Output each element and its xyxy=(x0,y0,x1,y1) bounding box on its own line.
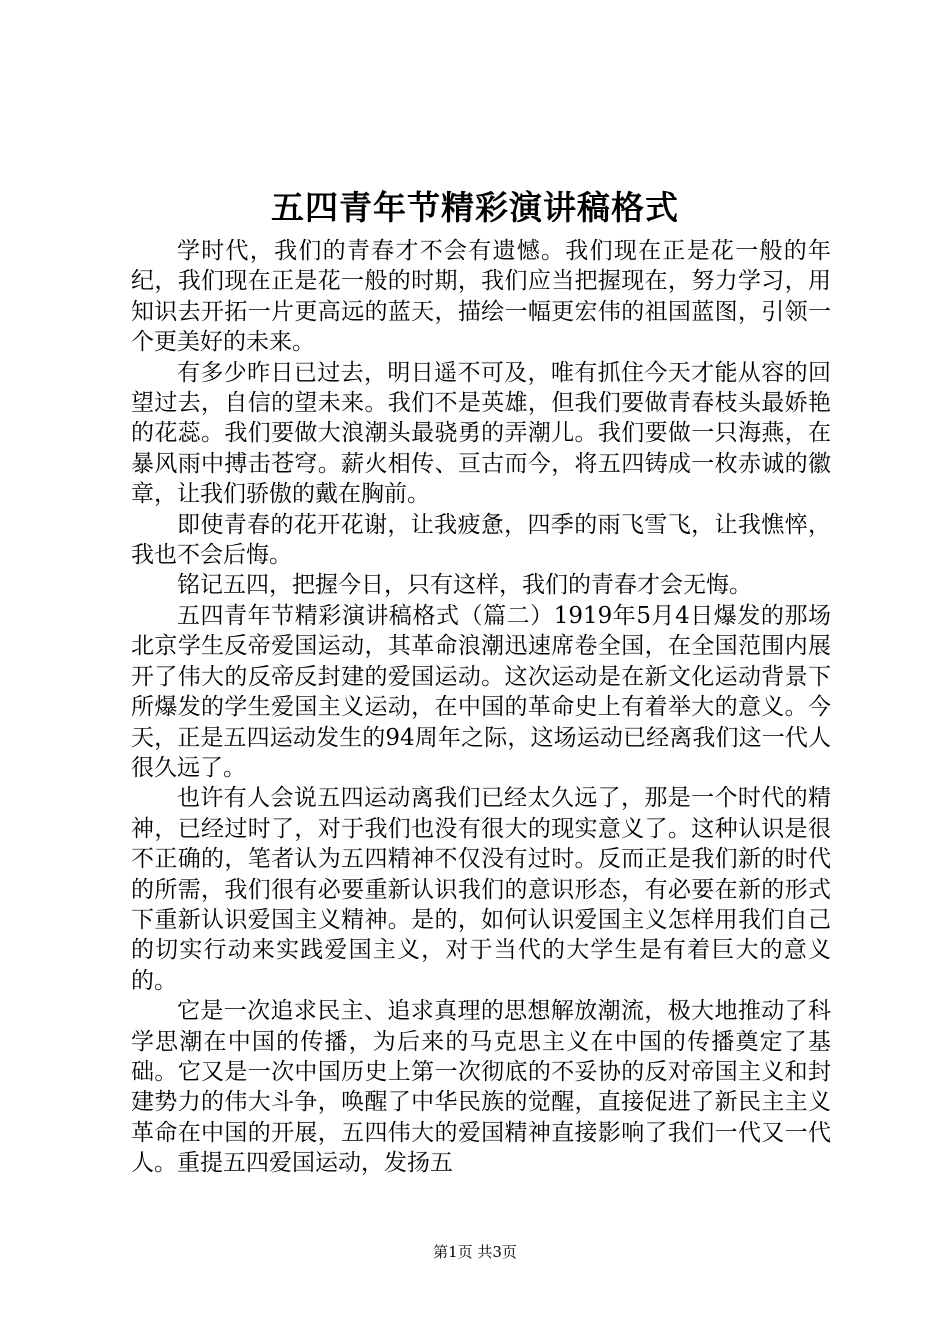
paragraph: 也许有人会说五四运动离我们已经太久远了，那是一个时代的精神，已经过时了，对于我们也没有很大的现实意义了。这种认识是很不正确的，笔者认为五四精神不仅没有过时。反而正是我们新的时代的所需，我们很有必要重新认识我们的意识形态，有必要在新的形式下重新认识爱国主义精神。是的，如何认识爱国主义怎样用我们自己的切实行动来实践爱国主义，对于当代的大学生是有着巨大的意义的。 xyxy=(131,785,831,994)
paragraph: 即使青春的花开花谢，让我疲惫，四季的雨飞雪飞，让我憔悴，我也不会后悔。 xyxy=(131,511,831,569)
paragraph: 五四青年节精彩演讲稿格式（篇二）1919年5月4日爆发的那场北京学生反帝爱国运动，其革命浪潮迅速席卷全国，在全国范围内展开了伟大的反帝反封建的爱国运动。这次运动是在新文化运动背景下所爆发的学生爱国主义运动，在中国的革命史上有着举大的意义。今天，正是五四运动发生的94周年之际，这场运动已经离我们这一代人很久远了。 xyxy=(131,602,831,781)
paragraph: 它是一次追求民主、追求真理的思想解放潮流，极大地推动了科学思潮在中国的传播，为后来的马克思主义在中国的传播奠定了基础。它又是一次中国历史上第一次彻底的不妥协的反对帝国主义和封建势力的伟大斗争，唤醒了中华民族的觉醒，直接促进了新民主主义革命在中国的开展，五四伟大的爱国精神直接影响了我们一代又一代人。重提五四爱国运动，发扬五 xyxy=(131,998,831,1177)
paragraph: 学时代，我们的青春才不会有遗憾。我们现在正是花一般的年纪，我们现在正是花一般的时期，我们应当把握现在，努力学习，用知识去开拓一片更高远的蓝天，描绘一幅更宏伟的祖国蓝图，引领一个更美好的未来。 xyxy=(131,238,831,356)
document-title: 五四青年节精彩演讲稿格式 xyxy=(271,188,679,227)
page-number-footer: 第1页 共3页 xyxy=(433,1243,517,1261)
paragraph: 有多少昨日已过去，明日遥不可及，唯有抓住今天才能从容的回望过去，自信的望未来。我们不是英雄，但我们要做青春枝头最娇艳的花蕊。我们要做大浪潮头最骁勇的弄潮儿。我们要做一只海燕，在暴风雨中搏击苍穹。薪火相传、亘古而今，将五四铸成一枚赤诚的徽章，让我们骄傲的戴在胸前。 xyxy=(131,359,831,508)
paragraph: 铭记五四，把握今日，只有这样，我们的青春才会无悔。 xyxy=(177,572,752,599)
document-body xyxy=(131,236,831,1179)
